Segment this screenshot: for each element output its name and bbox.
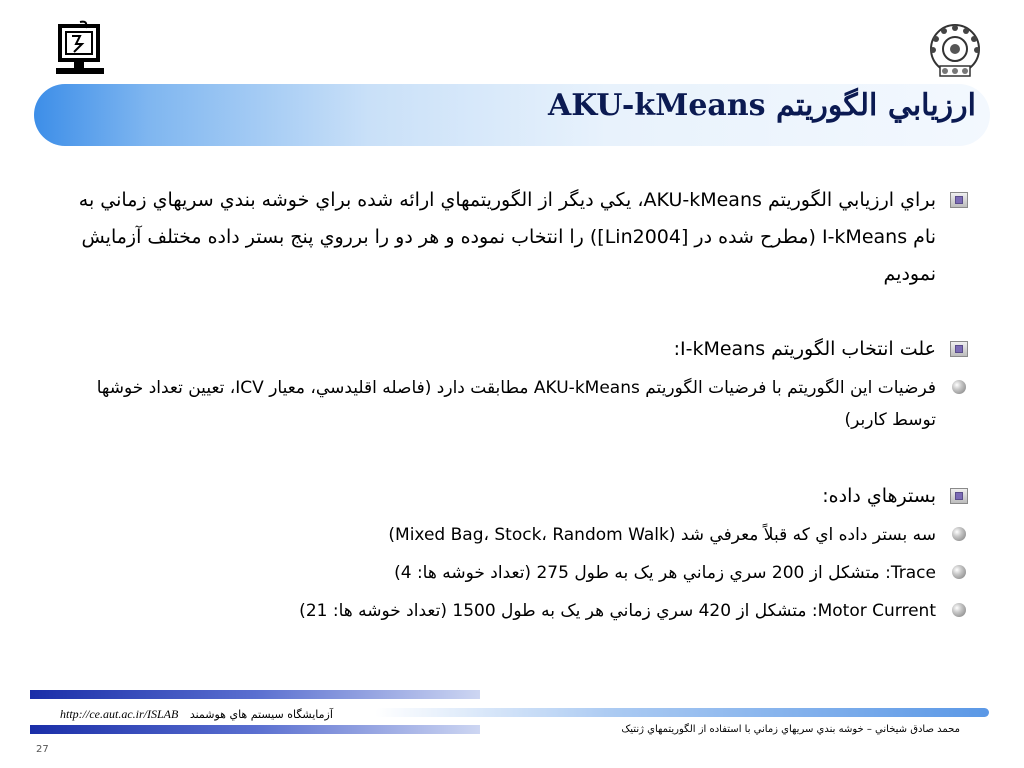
sub-bullet-text: Trace: متشکل از 200 سري زماني هر يک به طول 275 (تعداد خوشه ها: 4) — [394, 563, 936, 583]
footer-lab-info — [60, 707, 333, 722]
sub-bullet-item — [70, 372, 936, 436]
university-seal-icon — [926, 22, 984, 80]
bullet-item — [70, 182, 936, 293]
footer-lab-name: آزمايشگاه سيستم هاي هوشمند — [189, 708, 333, 721]
sphere-bullet-icon — [952, 380, 966, 394]
square-bullet-icon — [950, 192, 968, 208]
slide-content — [70, 182, 936, 627]
bullet-text: علت انتخاب الگوريتم I-kMeans: — [673, 338, 936, 360]
sphere-bullet-icon — [952, 527, 966, 541]
sphere-bullet-icon — [952, 603, 966, 617]
sub-bullet-item — [70, 557, 936, 589]
bullet-text: بسترهاي داده: — [822, 485, 936, 507]
square-bullet-icon — [950, 341, 968, 357]
bullet-item — [70, 331, 936, 368]
sphere-bullet-icon — [952, 565, 966, 579]
bullet-text: براي ارزيابي الگوريتم AKU-kMeans، يکي ديگر از الگوريتمهاي ارائه شده براي خوشه بندي سريهاي زماني به نام I-kMeans (مطرح شده در [Lin2004]) را انتخاب نموده و هر دو را برروي پنج بستر داده مختلف آزمايش نموديم — [78, 189, 936, 285]
footer-url-link[interactable]: http://ce.aut.ac.ir/ISLAB — [60, 707, 179, 721]
bullet-item — [70, 478, 936, 515]
slide-title: ارزيابي الگوريتم AKU-kMeans — [547, 88, 976, 123]
sub-bullet-item — [70, 519, 936, 551]
sub-bullet-text: سه بستر داده اي که قبلاً معرفي شد (Mixed Bag، Stock، Random Walk) — [388, 525, 936, 545]
sub-bullet-text: Motor Current: متشکل از 420 سري زماني هر يک به طول 1500 (تعداد خوشه ها: 21) — [299, 601, 936, 621]
footer-bar-middle — [375, 708, 989, 717]
lab-logo-icon — [52, 20, 108, 80]
square-bullet-icon — [950, 488, 968, 504]
sub-bullet-item — [70, 595, 936, 627]
footer-bar-top — [30, 690, 480, 699]
sub-bullet-text: فرضيات اين الگوريتم با فرضيات الگوريتم AKU-kMeans مطابقت دارد (فاصله اقليدسي، معيار ICV، تعيين تعداد خوشها توسط کاربر) — [96, 378, 936, 430]
footer-credit: محمد صادق شيخاني – خوشه بندي سريهاي زماني با استفاده از الگوريتمهاي ژنتيک — [621, 724, 960, 735]
page-number: 27 — [36, 744, 49, 755]
footer-bar-bottom — [30, 725, 480, 734]
